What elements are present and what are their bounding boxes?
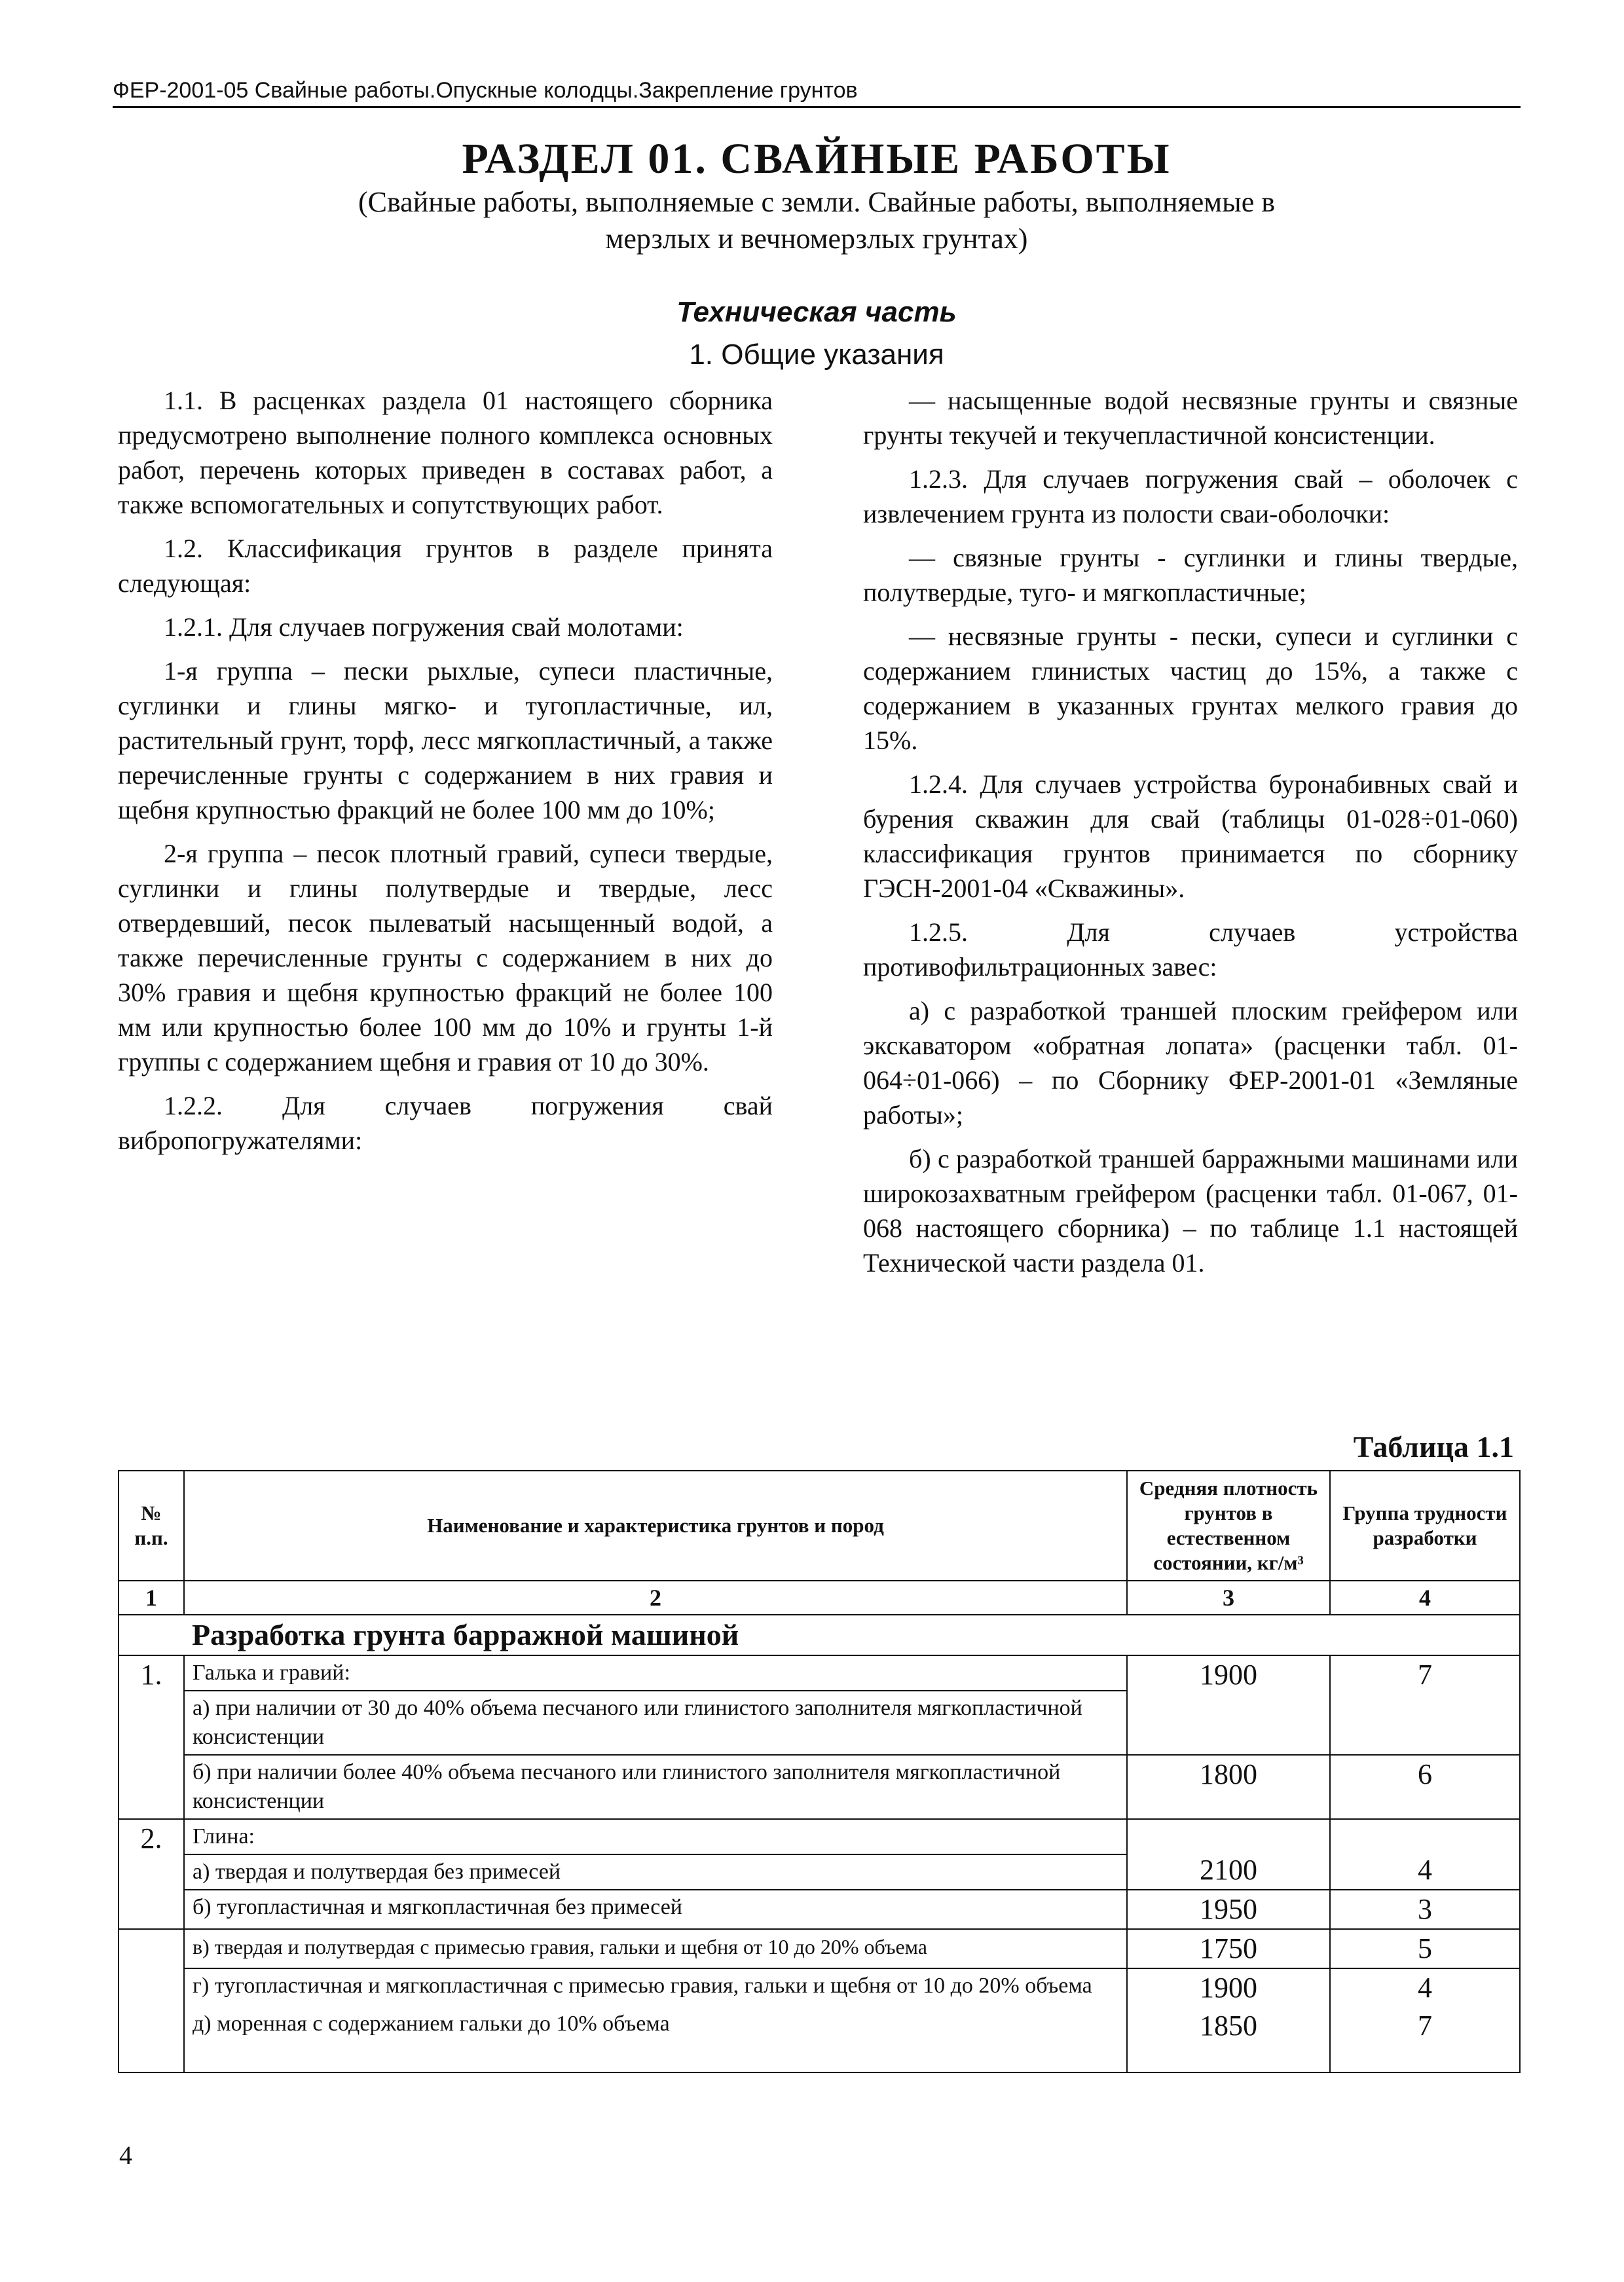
technical-part-heading: Техническая часть bbox=[676, 296, 957, 328]
paragraph-1-2-5-b: б) с разработкой траншей барражными машинами или широкозахватным грейфером (расценки табл. 01-067, 01-068 настоящего сборника) – по таблице 1.1 настоящей Технической части раздела 01. bbox=[863, 1144, 1518, 1278]
paragraph-group-2: 2-я группа – песок плотный гравий, супеси твердые, суглинки и глины полутвердые и твердые, лесс отвердевший, песок пылеватый насыщенный водой, а также перечисленные грунты с содержанием в них до 30% гравия и щебня крупностью фракций не более 100 мм или крупностью более 100 мм до 10% и грунты 1-й группы с содержанием щебня и гравия от 10 до 30%. bbox=[118, 839, 773, 1077]
header-density: Средняя плотность грунтов в естественном состоянии, кг/м³ bbox=[1127, 1471, 1330, 1581]
row-name: а) при наличии от 30 до 40% объема песчаного или глинистого заполнителя мягкопластичной консистенции bbox=[184, 1691, 1127, 1755]
row-name: Галька и гравий: bbox=[184, 1655, 1127, 1691]
row-group: 4 bbox=[1330, 1968, 1520, 2007]
row-name: д) моренная с содержанием гальки до 10% объема bbox=[184, 2007, 1127, 2072]
table-row bbox=[119, 1890, 1520, 1929]
group-title: Разработка грунта барражной машиной bbox=[184, 1615, 1520, 1655]
paragraph-1-2-3: 1.2.3. Для случаев погружения свай – оболочек с извлечением грунта из полости сваи-оболочки: bbox=[863, 464, 1518, 528]
row-group: 5 bbox=[1330, 1929, 1520, 1968]
row-name: Глина: bbox=[184, 1819, 1127, 1854]
row-number: 1. bbox=[119, 1655, 184, 1819]
column-number: 2 bbox=[184, 1581, 1127, 1615]
column-number-row bbox=[119, 1581, 1520, 1615]
table-header-row bbox=[119, 1471, 1520, 1581]
paragraph-1-2-5: 1.2.5. Для случаев устройства противофильтрационных завес: bbox=[863, 917, 1518, 982]
row-name: в) твердая и полутвердая с примесью гравия, гальки и щебня от 10 до 20% объема bbox=[184, 1929, 1127, 1968]
paragraph-1-1: 1.1. В расценках раздела 01 настоящего сборника предусмотрено выполнение полного комплекса основных работ, перечень которых приведен в составах работ, а также вспомогательных и сопутствующих работ. bbox=[118, 386, 773, 519]
table-row bbox=[119, 1755, 1520, 1819]
paragraph-1-2-2: 1.2.2. Для случаев погружения свай вибропогружателями: bbox=[118, 1091, 773, 1155]
group-title-row bbox=[119, 1615, 1520, 1655]
paragraph-1-2-1: 1.2.1. Для случаев погружения свай молотами: bbox=[164, 612, 684, 642]
section-title-block bbox=[113, 134, 1521, 257]
row-number bbox=[119, 1929, 184, 2072]
row-density: 1750 bbox=[1127, 1929, 1330, 1968]
row-name: а) твердая и полутвердая без примесей bbox=[184, 1854, 1127, 1890]
header-name: Наименование и характеристика грунтов и пород bbox=[184, 1471, 1127, 1581]
table-row bbox=[119, 1655, 1520, 1691]
row-name: б) тугопластичная и мягкопластичная без примесей bbox=[184, 1890, 1127, 1929]
column-number: 1 bbox=[119, 1581, 184, 1615]
row-density: 1950 bbox=[1127, 1890, 1330, 1929]
column-number: 4 bbox=[1330, 1581, 1520, 1615]
paragraph-group-1: 1-я группа – пески рыхлые, супеси пластичные, суглинки и глины мягко- и тугопластичные, ил, растительный грунт, торф, лесс мягкопластичный, а также перечисленные грунты с содержанием в них гравия и щебня крупностью фракций не более 100 мм до 10%; bbox=[118, 656, 773, 824]
row-group: 4 bbox=[1330, 1819, 1520, 1890]
table-row bbox=[119, 2007, 1520, 2072]
row-density: 2100 bbox=[1127, 1819, 1330, 1890]
row-density: 1900 bbox=[1127, 1968, 1330, 2007]
group-spacer bbox=[119, 1615, 184, 1655]
table-row bbox=[119, 1929, 1520, 1968]
general-instructions-heading: 1. Общие указания bbox=[689, 339, 944, 371]
section-title: РАЗДЕЛ 01. СВАЙНЫЕ РАБОТЫ bbox=[462, 135, 1172, 183]
row-group: 7 bbox=[1330, 2007, 1520, 2072]
row-group: 3 bbox=[1330, 1890, 1520, 1929]
header-number: № п.п. bbox=[119, 1471, 184, 1581]
paragraph-noncohesive-soils: — несвязные грунты - пески, супеси и суглинки с содержанием глинистых частиц до 15%, а также с содержанием в указанных грунтах мелкого гравия до 15%. bbox=[863, 621, 1518, 755]
row-name: г) тугопластичная и мягкопластичная с примесью гравия, гальки и щебня от 10 до 20% объема bbox=[184, 1968, 1127, 2007]
header-group: Группа трудности разработки bbox=[1330, 1471, 1520, 1581]
row-number: 2. bbox=[119, 1819, 184, 1929]
right-text-column bbox=[863, 383, 1518, 1289]
row-name: б) при наличии более 40% объема песчаного или глинистого заполнителя мягкопластичной консистенции bbox=[184, 1755, 1127, 1819]
column-number: 3 bbox=[1127, 1581, 1330, 1615]
soil-classification-table bbox=[118, 1470, 1521, 2073]
row-density: 1800 bbox=[1127, 1755, 1330, 1819]
paragraph-saturated-soils: — насыщенные водой несвязные грунты и связные грунты текучей и текучепластичной консистенции. bbox=[863, 386, 1518, 450]
table-row bbox=[119, 1968, 1520, 2007]
row-density: 1900 bbox=[1127, 1655, 1330, 1755]
table-row bbox=[119, 1819, 1520, 1854]
table-label: Таблица 1.1 bbox=[1353, 1430, 1514, 1463]
section-subtitle: (Свайные работы, выполняемые с земли. Свайные работы, выполняемые в мерзлых и вечномерзлых грунтах) bbox=[358, 186, 1275, 255]
paragraph-1-2: 1.2. Классификация грунтов в разделе принята следующая: bbox=[118, 534, 773, 598]
row-density: 1850 bbox=[1127, 2007, 1330, 2072]
left-text-column bbox=[118, 383, 773, 1167]
paragraph-1-2-4: 1.2.4. Для случаев устройства буронабивных свай и бурения скважин для свай (таблицы 01-028÷01-060) классификация грунтов принимается по сборнику ГЭСН-2001-04 «Скважины». bbox=[863, 769, 1518, 903]
running-header: ФЕР-2001-05 Свайные работы.Опускные колодцы.Закрепление грунтов bbox=[113, 77, 1521, 108]
paragraph-1-2-5-a: а) с разработкой траншей плоским грейфером или экскаватором «обратная лопата» (расценки табл. 01-064÷01-066) – по Сборнику ФЕР-2001-01 «Земляные работы»; bbox=[863, 996, 1518, 1130]
row-group: 7 bbox=[1330, 1655, 1520, 1755]
row-group: 6 bbox=[1330, 1755, 1520, 1819]
paragraph-cohesive-soils: — связные грунты - суглинки и глины твердые, полутвердые, туго- и мягкопластичные; bbox=[863, 543, 1518, 607]
page-number: 4 bbox=[119, 2141, 132, 2170]
